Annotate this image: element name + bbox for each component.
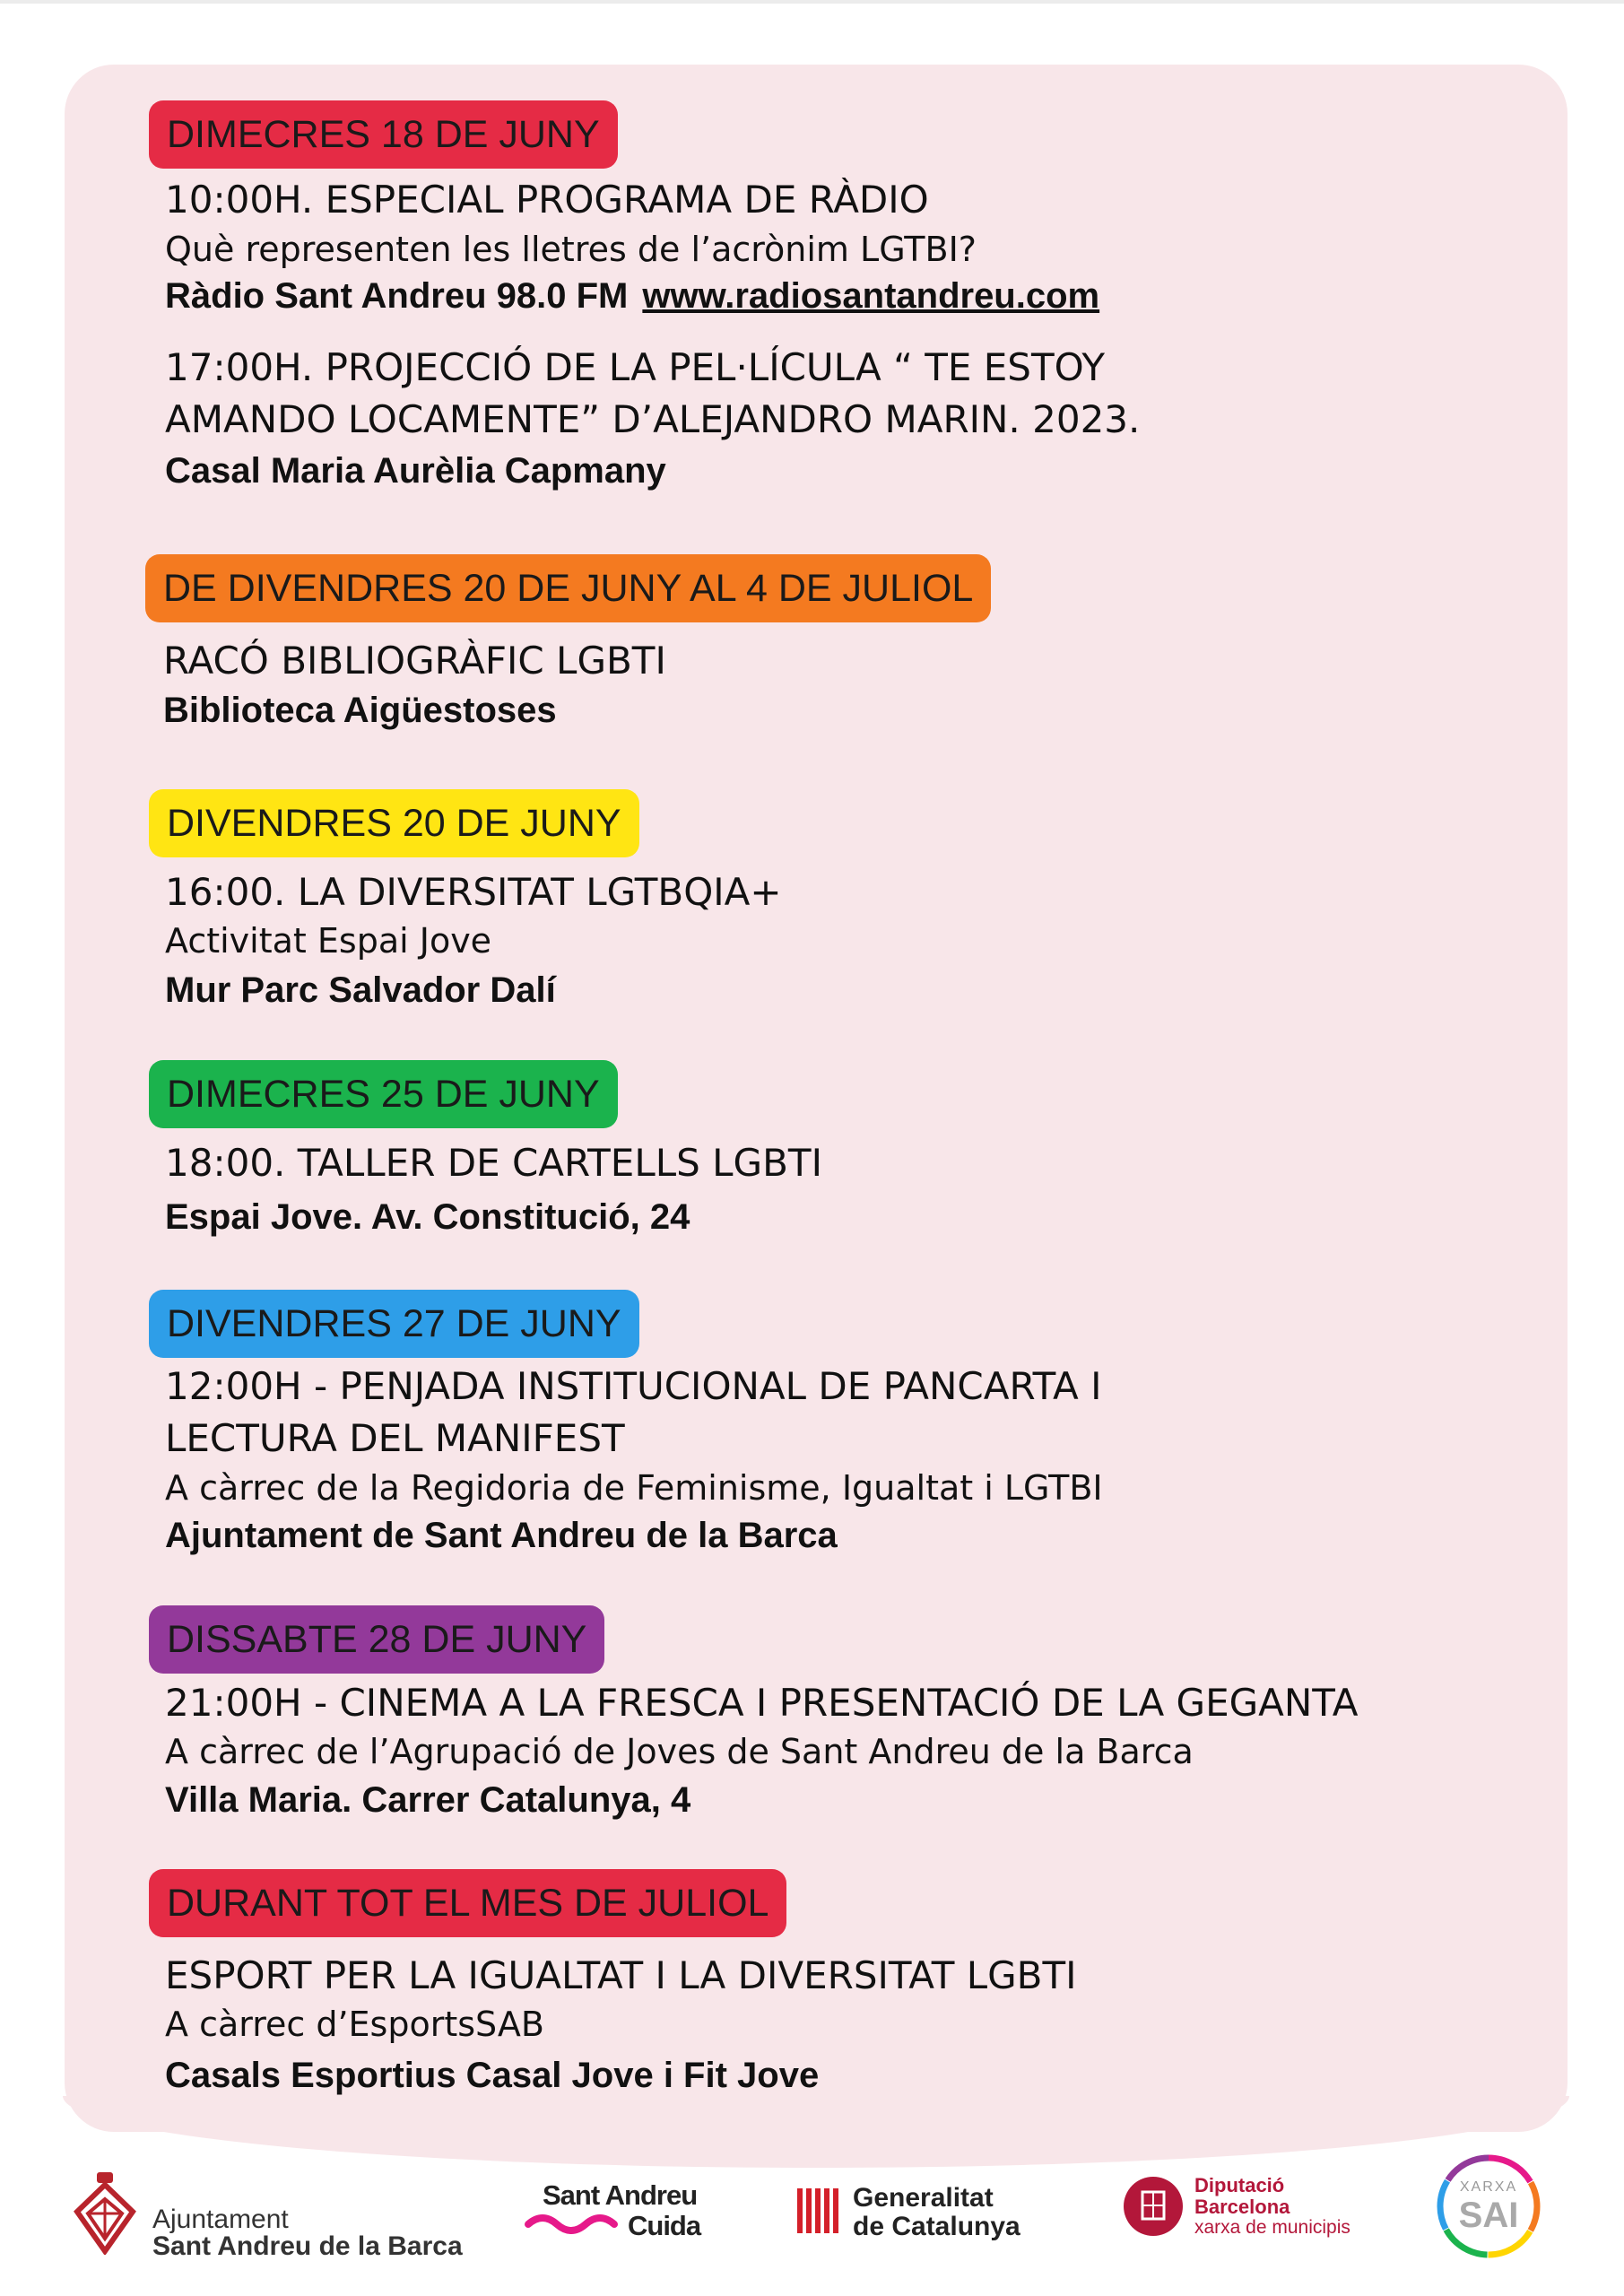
date-badge-5: DIVENDRES 27 DE JUNY	[149, 1290, 639, 1358]
date-badge-1: DIMECRES 18 DE JUNY	[149, 100, 618, 169]
event-place: Ajuntament de Sant Andreu de la Barca	[165, 1516, 838, 1555]
ajuntament-crest-icon	[74, 2172, 136, 2255]
event-title: 21:00H - CINEMA A LA FRESCA I PRESENTACIÓ DE LA GEGANTA	[165, 1681, 1359, 1725]
date-badge-6: DISSABTE 28 DE JUNY	[149, 1605, 604, 1674]
radio-link[interactable]: www.radiosantandreu.com	[642, 276, 1100, 316]
cuida-wave-icon	[525, 2212, 623, 2235]
event-title-line-2: AMANDO LOCAMENTE” D’ALEJANDRO MARIN. 2023.	[165, 397, 1141, 441]
event-title: 10:00H. ESPECIAL PROGRAMA DE RÀDIO	[165, 178, 929, 222]
event-title-line-1: 17:00H. PROJECCIÓ DE LA PEL·LÍCULA “ TE ESTOY	[165, 345, 1106, 389]
cuida-line-1: Sant Andreu	[543, 2179, 698, 2211]
event-place: Mur Parc Salvador Dalí	[165, 970, 556, 1010]
top-border	[0, 0, 1624, 4]
diputacio-line-2: Barcelona	[1194, 2196, 1290, 2218]
sai-main-text: SAI	[1458, 2196, 1519, 2235]
event-place: Casal Maria Aurèlia Capmany	[165, 451, 666, 491]
event-place-line	[165, 276, 1099, 317]
event-description: A càrrec de la Regidoria de Feminisme, Igualtat i LGTBI	[165, 1468, 1103, 1508]
event-description: Què representen les lletres de l’acrònim LGTBI?	[165, 230, 977, 269]
event-title: 16:00. LA DIVERSITAT LGTBQIA+	[165, 870, 782, 914]
generalitat-line-1: Generalitat	[853, 2183, 994, 2213]
event-place: Ràdio Sant Andreu 98.0 FM	[165, 276, 629, 316]
sponsor-footer	[0, 2144, 1624, 2296]
date-badge-3: DIVENDRES 20 DE JUNY	[149, 789, 639, 857]
event-place: Biblioteca Aigüestoses	[163, 691, 557, 730]
diputacio-line-1: Diputació	[1194, 2174, 1285, 2196]
ajuntament-line-2: Sant Andreu de la Barca	[152, 2231, 463, 2261]
event-description: Activitat Espai Jove	[165, 921, 492, 961]
event-title-line-2: LECTURA DEL MANIFEST	[165, 1416, 625, 1460]
date-badge-2: DE DIVENDRES 20 DE JUNY AL 4 DE JULIOL	[145, 554, 991, 622]
sai-top-text: XARXA	[1459, 2179, 1518, 2195]
event-title: 18:00. TALLER DE CARTELLS LGBTI	[165, 1141, 822, 1185]
event-place: Espai Jove. Av. Constitució, 24	[165, 1197, 690, 1237]
event-title: ESPORT PER LA IGUALTAT I LA DIVERSITAT LGBTI	[165, 1953, 1077, 1997]
event-description: A càrrec de l’Agrupació de Joves de Sant Andreu de la Barca	[165, 1732, 1194, 1771]
senyera-icon	[794, 2185, 840, 2237]
date-badge-7: DURANT TOT EL MES DE JULIOL	[149, 1869, 786, 1937]
diputacio-seal-icon	[1123, 2176, 1184, 2237]
cuida-line-2: Cuida	[628, 2210, 701, 2241]
ajuntament-line-1: Ajuntament	[152, 2205, 289, 2234]
diputacio-line-3: xarxa de municipis	[1194, 2217, 1350, 2238]
date-badge-4: DIMECRES 25 DE JUNY	[149, 1060, 618, 1128]
event-title-line-1: 12:00H - PENJADA INSTITUCIONAL DE PANCARTA I	[165, 1364, 1102, 1408]
event-place: Villa Maria. Carrer Catalunya, 4	[165, 1780, 691, 1820]
event-description: A càrrec d’EsportsSAB	[165, 2005, 544, 2044]
event-place: Casals Esportius Casal Jove i Fit Jove	[165, 2056, 820, 2095]
generalitat-line-2: de Catalunya	[853, 2212, 1020, 2241]
event-title: RACÓ BIBLIOGRÀFIC LGBTI	[163, 639, 666, 683]
